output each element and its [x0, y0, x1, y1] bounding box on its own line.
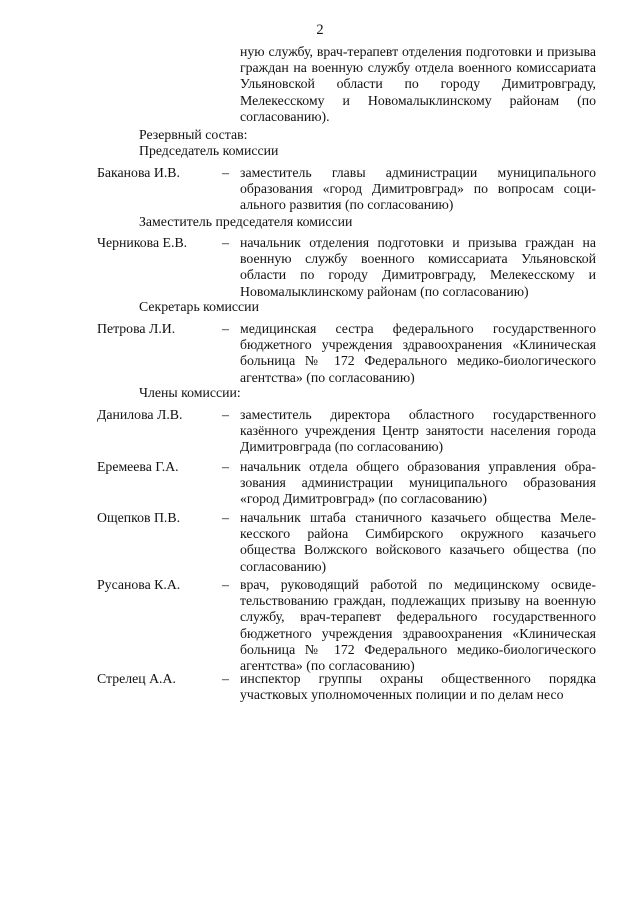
member-position: начальник штаба станичного казачьего общества Мелекесского района Симбирского окружного казачьего общества Волжского войскового казачьего общества (по согласованию) — [240, 510, 596, 574]
secretary-heading: Секретарь комиссии — [139, 299, 259, 314]
reserve-heading: Резервный состав: — [139, 127, 248, 142]
member-name: Еремеева Г.А. — [97, 459, 179, 474]
dash-separator: – — [222, 235, 229, 250]
member-name: Стрелец А.А. — [97, 671, 176, 686]
member-position: врач, руководящий работой по медицинскому освидетельствованию граждан, подлежащих призыву на военную службу, врач-терапевт федерального государственного бюджетного учреждения здравоохранения «Клиническая больница № 172 Федерального медико-биологического агентства» (по согласованию) — [240, 577, 596, 674]
member-name: Ощепков П.В. — [97, 510, 181, 525]
member-position: инспектор группы охраны общественного порядка участковых уполномоченных полиции и по делам несо — [240, 671, 596, 703]
member-name: Петрова Л.И. — [97, 321, 176, 336]
deputy-heading: Заместитель председателя комиссии — [139, 214, 353, 229]
member-position: заместитель директора областного государственного казённого учреждения Центр занятости населения города Димитровграда (по согласованию) — [240, 407, 596, 455]
dash-separator: – — [222, 459, 229, 474]
continuation-text: ную службу, врач-терапевт отделения подготовки и призыва граждан на военную службу отдела военного комиссариата Ульяновской области по городу Димитровграду, Мелекесскому и Новомалыклинскому районам (по согласованию). — [240, 44, 596, 124]
dash-separator: – — [222, 165, 229, 180]
members-heading: Члены комиссии: — [139, 385, 241, 400]
dash-separator: – — [222, 577, 229, 592]
chair-heading: Председатель комиссии — [139, 143, 279, 158]
dash-separator: – — [222, 321, 229, 336]
dash-separator: – — [222, 510, 229, 525]
member-position: начальник отдела общего образования управления образования администрации муниципального образования «город Димитровград» (по согласованию) — [240, 459, 596, 507]
member-position: заместитель главы администрации муниципального образования «город Димитровград» по вопросам социального развития (по согласованию) — [240, 165, 596, 213]
member-name: Русанова К.А. — [97, 577, 181, 592]
member-position: начальник отделения подготовки и призыва граждан на военную службу военного комиссариата Ульяновской области по городу Димитровграду, Мелекесскому и Новомалыклинскому районам (по согласованию) — [240, 235, 596, 299]
member-name: Баканова И.В. — [97, 165, 180, 180]
member-name: Данилова Л.В. — [97, 407, 183, 422]
dash-separator: – — [222, 671, 229, 686]
dash-separator: – — [222, 407, 229, 422]
member-name: Черникова Е.В. — [97, 235, 188, 250]
member-position: медицинская сестра федерального государственного бюджетного учреждения здравоохранения «Клиническая больница № 172 Федерального медико-биологического агентства» (по согласованию) — [240, 321, 596, 385]
page-number: 2 — [316, 22, 324, 38]
